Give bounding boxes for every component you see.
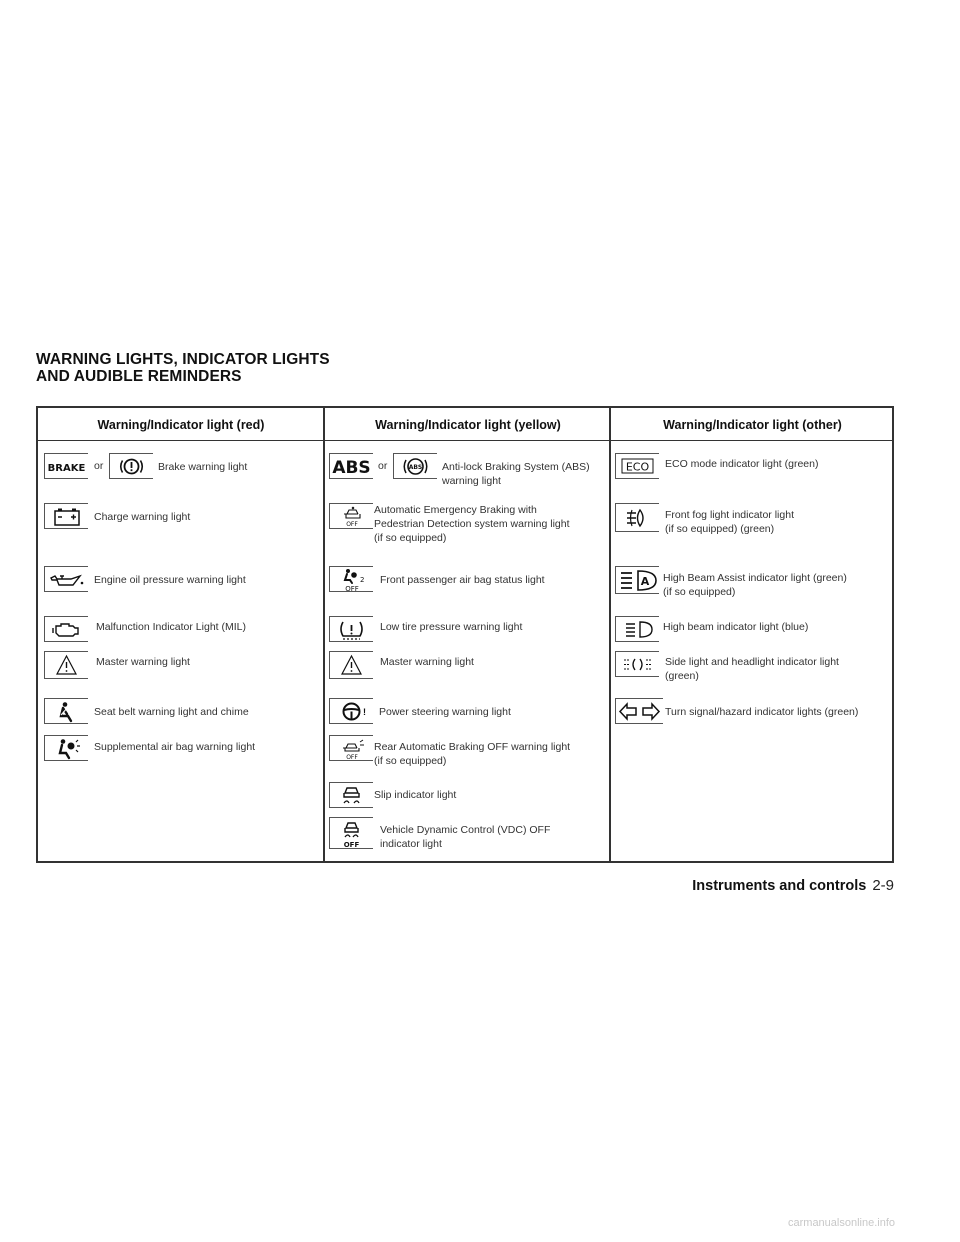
column-divider bbox=[609, 408, 611, 861]
label-airbag: Supplemental air bag warning light bbox=[94, 741, 256, 753]
table-header bbox=[38, 408, 892, 441]
label-fog: Front fog light indicator light (if so equipped) (green) bbox=[665, 509, 794, 535]
aeb-off-text: OFF bbox=[346, 521, 358, 528]
or-text: or bbox=[94, 460, 104, 472]
page-number: 2-9 bbox=[872, 877, 894, 894]
abs-small-text: ABS bbox=[408, 463, 423, 471]
passenger-airbag-off-icon bbox=[329, 566, 373, 592]
high-beam-icon bbox=[615, 616, 659, 642]
label-tire-pressure: Low tire pressure warning light bbox=[380, 621, 523, 633]
label-power-steering: Power steering warning light bbox=[379, 706, 511, 718]
label-side-light: Side light and headlight indicator light (green) bbox=[665, 656, 839, 682]
abs-circle-icon bbox=[393, 453, 437, 479]
label-seatbelt: Seat belt warning light and chime bbox=[94, 706, 249, 718]
label-turn-signal: Turn signal/hazard indicator lights (green) bbox=[665, 706, 859, 718]
vdc-off-icon bbox=[329, 817, 373, 849]
label-slip: Slip indicator light bbox=[374, 789, 457, 801]
warning-triangle-icon bbox=[44, 651, 88, 679]
rear-off-text: OFF bbox=[346, 754, 358, 761]
seatbelt-icon bbox=[44, 698, 88, 724]
label-eco: ECO mode indicator light (green) bbox=[665, 458, 819, 470]
slip-icon bbox=[329, 782, 373, 808]
abs-icon-text: ABS bbox=[332, 458, 371, 478]
section-title-line2: AND AUDIBLE REMINDERS bbox=[36, 368, 242, 385]
warning-triangle-icon bbox=[329, 651, 373, 679]
oil-can-icon bbox=[44, 566, 88, 592]
side-light-icon bbox=[615, 651, 659, 677]
label-mil: Malfunction Indicator Light (MIL) bbox=[96, 621, 246, 633]
fog-light-icon bbox=[615, 503, 659, 532]
vdc-off-text: OFF bbox=[343, 841, 360, 849]
label-master-warning-yellow: Master warning light bbox=[380, 656, 474, 668]
tire-pressure-icon bbox=[329, 616, 373, 642]
label-abs: Anti-lock Braking System (ABS) warning light bbox=[442, 461, 590, 487]
label-oil-pressure: Engine oil pressure warning light bbox=[94, 574, 246, 586]
warning-lights-table bbox=[36, 406, 894, 863]
label-passenger-airbag: Front passenger air bag status light bbox=[380, 574, 545, 586]
label-high-beam-assist: High Beam Assist indicator light (green) (if so equipped) bbox=[663, 572, 847, 598]
label-charge-warning: Charge warning light bbox=[94, 511, 191, 523]
label-rear-braking: Rear Automatic Braking OFF warning light (if so equipped) bbox=[374, 741, 571, 767]
header-yellow: Warning/Indicator light (yellow) bbox=[375, 418, 561, 432]
section-title-line1: WARNING LIGHTS, INDICATOR LIGHTS bbox=[36, 351, 330, 368]
label-high-beam: High beam indicator light (blue) bbox=[663, 621, 809, 633]
brake-icon-text: BRAKE bbox=[47, 463, 86, 474]
steering-wheel-icon bbox=[329, 698, 373, 724]
header-other: Warning/Indicator light (other) bbox=[663, 418, 842, 432]
aeb-off-icon bbox=[329, 503, 373, 529]
airbag-icon bbox=[44, 735, 88, 761]
turn-signal-icon bbox=[615, 698, 663, 724]
airbag-off-text: OFF bbox=[345, 585, 359, 592]
brake-icon bbox=[44, 453, 88, 479]
svg-text:!: ! bbox=[363, 707, 366, 717]
brake-circle-icon bbox=[109, 453, 153, 479]
hba-a-text: A bbox=[640, 575, 650, 588]
footer-title: Instruments and controls bbox=[692, 878, 867, 894]
label-brake-warning: Brake warning light bbox=[158, 461, 248, 473]
engine-icon bbox=[44, 616, 88, 642]
battery-icon bbox=[44, 503, 88, 529]
eco-icon-text: ECO bbox=[625, 460, 650, 474]
label-master-warning: Master warning light bbox=[96, 656, 190, 668]
rear-braking-off-icon bbox=[329, 735, 373, 761]
eco-icon bbox=[615, 453, 659, 479]
or-text: or bbox=[378, 460, 388, 472]
header-red: Warning/Indicator light (red) bbox=[97, 418, 265, 432]
abs-icon bbox=[329, 453, 373, 479]
label-aeb: Automatic Emergency Braking with Pedestrian Detection system warning light (if so equipped) bbox=[374, 504, 570, 544]
high-beam-assist-icon bbox=[615, 566, 659, 594]
page-footer bbox=[692, 877, 894, 895]
label-vdc-off: Vehicle Dynamic Control (VDC) OFF indicator light bbox=[380, 824, 551, 850]
column-divider bbox=[323, 408, 325, 861]
watermark: carmanualsonline.info bbox=[788, 1217, 896, 1229]
airbag-2-text: 2 bbox=[360, 576, 365, 584]
section-title bbox=[36, 351, 330, 385]
